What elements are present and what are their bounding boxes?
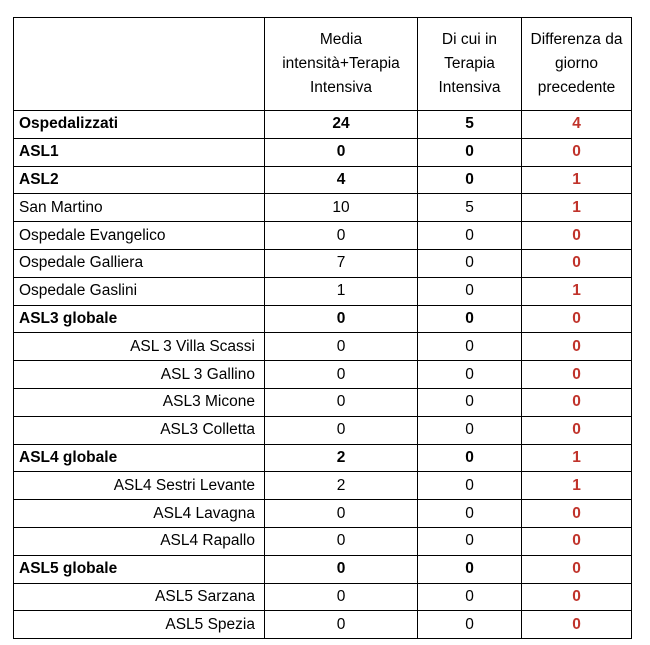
cell-terapia-intensiva: 0	[418, 166, 522, 194]
cell-differenza: 0	[522, 388, 632, 416]
cell-terapia-intensiva: 0	[418, 138, 522, 166]
cell-differenza: 0	[522, 138, 632, 166]
table-row	[14, 555, 632, 583]
cell-differenza: 0	[522, 527, 632, 555]
table-row	[14, 444, 632, 472]
cell-facility-name: ASL3 Colletta	[14, 416, 265, 444]
cell-media-intensita: 24	[265, 111, 418, 139]
table-row	[14, 527, 632, 555]
cell-facility-name: ASL2	[14, 166, 265, 194]
header-terapia-intensiva: Di cui in Terapia Intensiva	[418, 18, 522, 111]
table-row	[14, 361, 632, 389]
table-row	[14, 472, 632, 500]
cell-terapia-intensiva: 0	[418, 444, 522, 472]
cell-differenza: 1	[522, 277, 632, 305]
cell-differenza: 0	[522, 416, 632, 444]
cell-terapia-intensiva: 0	[418, 361, 522, 389]
table-row	[14, 222, 632, 250]
table-row	[14, 500, 632, 528]
cell-terapia-intensiva: 0	[418, 555, 522, 583]
cell-media-intensita: 2	[265, 444, 418, 472]
table-row	[14, 166, 632, 194]
cell-terapia-intensiva: 0	[418, 611, 522, 639]
cell-media-intensita: 10	[265, 194, 418, 222]
cell-facility-name: ASL4 Sestri Levante	[14, 472, 265, 500]
cell-terapia-intensiva: 0	[418, 333, 522, 361]
cell-differenza: 0	[522, 555, 632, 583]
cell-media-intensita: 0	[265, 611, 418, 639]
cell-differenza: 0	[522, 611, 632, 639]
cell-terapia-intensiva: 0	[418, 388, 522, 416]
cell-media-intensita: 0	[265, 416, 418, 444]
cell-facility-name: Ospedale Gaslini	[14, 277, 265, 305]
cell-media-intensita: 0	[265, 500, 418, 528]
cell-media-intensita: 0	[265, 527, 418, 555]
cell-differenza: 0	[522, 305, 632, 333]
table-row	[14, 249, 632, 277]
cell-terapia-intensiva: 0	[418, 277, 522, 305]
header-differenza: Differenza da giorno precedente	[522, 18, 632, 111]
cell-differenza: 0	[522, 500, 632, 528]
cell-facility-name: ASL3 globale	[14, 305, 265, 333]
cell-media-intensita: 0	[265, 388, 418, 416]
cell-differenza: 0	[522, 583, 632, 611]
cell-terapia-intensiva: 0	[418, 249, 522, 277]
cell-media-intensita: 0	[265, 305, 418, 333]
table-body	[14, 111, 632, 639]
table-row	[14, 583, 632, 611]
cell-facility-name: ASL4 globale	[14, 444, 265, 472]
cell-media-intensita: 0	[265, 583, 418, 611]
table-row	[14, 138, 632, 166]
cell-terapia-intensiva: 5	[418, 194, 522, 222]
cell-media-intensita: 0	[265, 333, 418, 361]
cell-facility-name: ASL4 Rapallo	[14, 527, 265, 555]
table-row	[14, 194, 632, 222]
cell-differenza: 0	[522, 361, 632, 389]
cell-differenza: 1	[522, 444, 632, 472]
cell-differenza: 0	[522, 222, 632, 250]
cell-media-intensita: 0	[265, 361, 418, 389]
cell-differenza: 1	[522, 194, 632, 222]
cell-differenza: 0	[522, 333, 632, 361]
cell-facility-name: ASL 3 Gallino	[14, 361, 265, 389]
cell-facility-name: ASL5 globale	[14, 555, 265, 583]
cell-differenza: 4	[522, 111, 632, 139]
cell-terapia-intensiva: 0	[418, 305, 522, 333]
cell-facility-name: ASL3 Micone	[14, 388, 265, 416]
table-row	[14, 111, 632, 139]
cell-terapia-intensiva: 0	[418, 583, 522, 611]
cell-terapia-intensiva: 0	[418, 472, 522, 500]
cell-terapia-intensiva: 5	[418, 111, 522, 139]
cell-differenza: 1	[522, 472, 632, 500]
table-row	[14, 305, 632, 333]
cell-media-intensita: 7	[265, 249, 418, 277]
cell-facility-name: ASL 3 Villa Scassi	[14, 333, 265, 361]
cell-differenza: 0	[522, 249, 632, 277]
cell-facility-name: ASL5 Spezia	[14, 611, 265, 639]
cell-facility-name: ASL4 Lavagna	[14, 500, 265, 528]
cell-media-intensita: 0	[265, 555, 418, 583]
table-row	[14, 388, 632, 416]
cell-terapia-intensiva: 0	[418, 527, 522, 555]
header-facility	[14, 18, 265, 111]
table-row	[14, 416, 632, 444]
cell-terapia-intensiva: 0	[418, 500, 522, 528]
table-header-row	[14, 18, 632, 111]
table-row	[14, 277, 632, 305]
hospitalization-table	[13, 17, 632, 639]
cell-facility-name: ASL1	[14, 138, 265, 166]
cell-facility-name: ASL5 Sarzana	[14, 583, 265, 611]
cell-media-intensita: 0	[265, 138, 418, 166]
cell-facility-name: Ospedale Galliera	[14, 249, 265, 277]
cell-media-intensita: 4	[265, 166, 418, 194]
cell-facility-name: Ospedale Evangelico	[14, 222, 265, 250]
cell-facility-name: Ospedalizzati	[14, 111, 265, 139]
cell-terapia-intensiva: 0	[418, 222, 522, 250]
cell-media-intensita: 0	[265, 222, 418, 250]
cell-media-intensita: 1	[265, 277, 418, 305]
header-media-intensita: Media intensità+Terapia Intensiva	[265, 18, 418, 111]
cell-media-intensita: 2	[265, 472, 418, 500]
cell-terapia-intensiva: 0	[418, 416, 522, 444]
cell-differenza: 1	[522, 166, 632, 194]
table-row	[14, 333, 632, 361]
table-row	[14, 611, 632, 639]
cell-facility-name: San Martino	[14, 194, 265, 222]
